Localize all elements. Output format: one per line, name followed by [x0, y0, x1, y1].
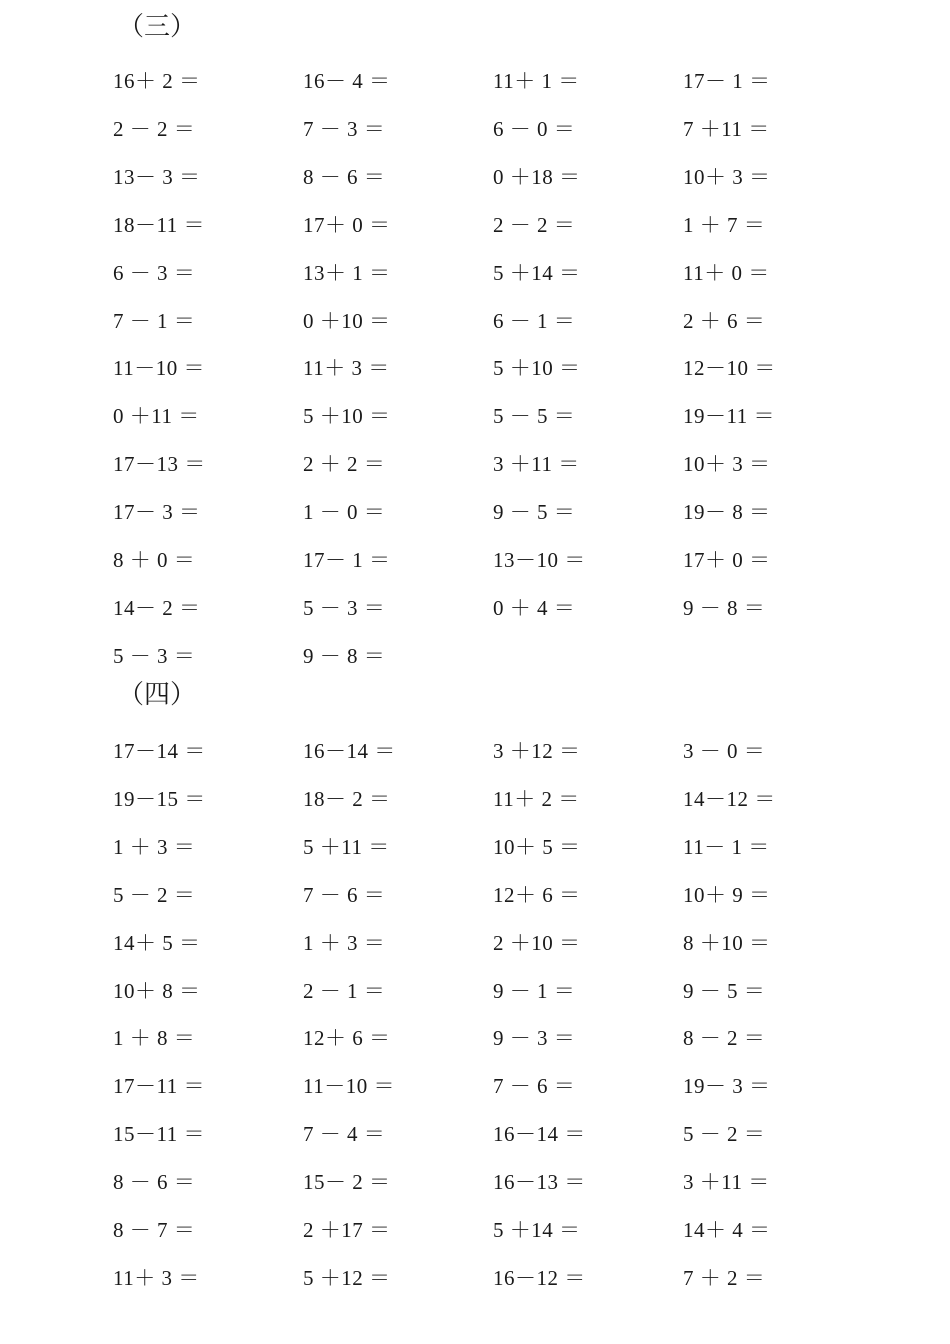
- arithmetic-problem: 5 － 5 ＝: [493, 404, 576, 429]
- arithmetic-problem: 7 － 3 ＝: [303, 116, 386, 141]
- problem-row: [0, 258, 950, 288]
- problem-row: [0, 1119, 950, 1149]
- arithmetic-problem: 9 － 5 ＝: [493, 500, 576, 525]
- problem-row: [0, 736, 950, 766]
- arithmetic-problem: 14＋ 5 ＝: [113, 930, 201, 955]
- arithmetic-problem: 17－ 1 ＝: [303, 548, 391, 572]
- problem-row: [0, 1071, 950, 1101]
- arithmetic-problem: 16－14 ＝: [303, 739, 396, 763]
- arithmetic-problem: 13－10 ＝: [493, 548, 586, 572]
- arithmetic-problem: 9 － 1 ＝: [493, 978, 576, 1003]
- arithmetic-problem: 2 ＋ 2 ＝: [303, 452, 386, 477]
- arithmetic-problem: 11－ 1 ＝: [683, 834, 770, 859]
- arithmetic-problem: 2 － 1 ＝: [303, 978, 386, 1003]
- arithmetic-problem: 11＋ 1 ＝: [493, 69, 580, 93]
- problem-row: [0, 784, 950, 814]
- arithmetic-problem: 8 ＋10 ＝: [683, 930, 771, 955]
- arithmetic-problem: 0 ＋10 ＝: [303, 308, 391, 333]
- problem-row: [0, 976, 950, 1006]
- arithmetic-problem: 5 － 2 ＝: [113, 882, 196, 907]
- problem-row: [0, 1167, 950, 1197]
- problem-row: [0, 66, 950, 96]
- arithmetic-problem: 10＋ 5 ＝: [493, 834, 581, 859]
- arithmetic-problem: 17＋ 0 ＝: [683, 548, 771, 572]
- arithmetic-problem: 16－13 ＝: [493, 1170, 586, 1195]
- problem-row: [0, 401, 950, 431]
- arithmetic-problem: 5 － 2 ＝: [683, 1122, 766, 1147]
- problem-row: [0, 306, 950, 336]
- arithmetic-problem: 3 ＋11 ＝: [683, 1170, 770, 1195]
- arithmetic-problem: 2 ＋17 ＝: [303, 1218, 391, 1242]
- arithmetic-problem: 7 － 1 ＝: [113, 308, 196, 333]
- arithmetic-problem: 2 － 2 ＝: [113, 116, 196, 141]
- arithmetic-problem: 9 － 8 ＝: [683, 595, 766, 620]
- problem-row: [0, 162, 950, 192]
- arithmetic-problem: 9 － 3 ＝: [493, 1026, 576, 1051]
- arithmetic-problem: 8 － 6 ＝: [303, 164, 386, 189]
- arithmetic-problem: 7 ＋ 2 ＝: [683, 1265, 766, 1290]
- arithmetic-problem: 12＋ 6 ＝: [493, 882, 581, 907]
- arithmetic-problem: 8 － 6 ＝: [113, 1170, 196, 1195]
- arithmetic-problem: 19－ 3 ＝: [683, 1074, 771, 1099]
- arithmetic-problem: 19－11 ＝: [683, 404, 775, 429]
- arithmetic-problem: 1 ＋ 7 ＝: [683, 212, 766, 237]
- arithmetic-problem: 5 ＋14 ＝: [493, 260, 581, 285]
- arithmetic-problem: 13－ 3 ＝: [113, 164, 201, 189]
- arithmetic-problem: 10＋ 8 ＝: [113, 978, 201, 1003]
- arithmetic-problem: 17－13 ＝: [113, 452, 206, 477]
- arithmetic-problem: 1 ＋ 8 ＝: [113, 1026, 196, 1051]
- arithmetic-problem: 1 － 0 ＝: [303, 500, 386, 525]
- arithmetic-problem: 6 － 3 ＝: [113, 260, 196, 285]
- problem-row: [0, 832, 950, 862]
- arithmetic-problem: 8 － 2 ＝: [683, 1026, 766, 1051]
- arithmetic-problem: 0 ＋ 4 ＝: [493, 595, 576, 620]
- arithmetic-problem: 5 － 3 ＝: [113, 643, 196, 668]
- problem-row: [0, 497, 950, 527]
- arithmetic-problem: 1 ＋ 3 ＝: [303, 930, 386, 955]
- arithmetic-problem: 16－14 ＝: [493, 1122, 586, 1147]
- arithmetic-problem: 11－10 ＝: [113, 356, 205, 381]
- problem-row: [0, 545, 950, 575]
- arithmetic-problem: 6 － 1 ＝: [493, 308, 576, 333]
- section-heading-4: （四）: [118, 680, 197, 709]
- arithmetic-problem: 9 － 5 ＝: [683, 978, 766, 1003]
- arithmetic-problem: 7 － 6 ＝: [303, 882, 386, 907]
- arithmetic-problem: 15－11 ＝: [113, 1122, 205, 1147]
- arithmetic-problem: 2 ＋10 ＝: [493, 930, 581, 955]
- problem-row: [0, 641, 950, 671]
- arithmetic-problem: 9 － 8 ＝: [303, 643, 386, 668]
- arithmetic-problem: 11＋ 3 ＝: [303, 356, 390, 381]
- arithmetic-problem: 2 ＋ 6 ＝: [683, 308, 766, 333]
- arithmetic-problem: 11－10 ＝: [303, 1074, 395, 1099]
- arithmetic-problem: 17－14 ＝: [113, 739, 206, 763]
- arithmetic-problem: 14＋ 4 ＝: [683, 1218, 771, 1242]
- arithmetic-problem: 6 － 0 ＝: [493, 116, 576, 141]
- arithmetic-problem: 12＋ 6 ＝: [303, 1026, 391, 1051]
- problem-row: [0, 114, 950, 144]
- arithmetic-problem: 8 － 7 ＝: [113, 1218, 196, 1242]
- arithmetic-problem: 11＋ 2 ＝: [493, 786, 580, 811]
- arithmetic-problem: 10＋ 3 ＝: [683, 164, 771, 189]
- arithmetic-problem: 17－ 3 ＝: [113, 500, 201, 525]
- problem-row: [0, 353, 950, 383]
- section-heading-3: （三）: [118, 12, 197, 41]
- arithmetic-problem: 3 ＋12 ＝: [493, 739, 581, 763]
- arithmetic-problem: 7 － 4 ＝: [303, 1122, 386, 1147]
- arithmetic-problem: 15－ 2 ＝: [303, 1170, 391, 1195]
- problem-row: [0, 210, 950, 240]
- arithmetic-problem: 10＋ 9 ＝: [683, 882, 771, 907]
- arithmetic-problem: 17－11 ＝: [113, 1074, 205, 1099]
- arithmetic-problem: 11＋ 0 ＝: [683, 260, 770, 285]
- arithmetic-problem: 14－ 2 ＝: [113, 595, 201, 620]
- arithmetic-problem: 2 － 2 ＝: [493, 212, 576, 237]
- arithmetic-problem: 18－11 ＝: [113, 212, 205, 237]
- arithmetic-problem: 19－ 8 ＝: [683, 500, 771, 525]
- problem-row: [0, 1023, 950, 1053]
- arithmetic-problem: 5 ＋10 ＝: [303, 404, 391, 429]
- arithmetic-problem: 17＋ 0 ＝: [303, 212, 391, 237]
- arithmetic-problem: 7 ＋11 ＝: [683, 116, 770, 141]
- arithmetic-problem: 8 ＋ 0 ＝: [113, 548, 196, 572]
- problem-row: [0, 1263, 950, 1293]
- arithmetic-problem: 12－10 ＝: [683, 356, 776, 381]
- arithmetic-problem: 19－15 ＝: [113, 786, 206, 811]
- arithmetic-problem: 0 ＋11 ＝: [113, 404, 200, 429]
- problem-row: [0, 593, 950, 623]
- arithmetic-problem: 16－ 4 ＝: [303, 69, 391, 93]
- arithmetic-problem: 3 ＋11 ＝: [493, 452, 580, 477]
- arithmetic-problem: 0 ＋18 ＝: [493, 164, 581, 189]
- arithmetic-problem: 14－12 ＝: [683, 786, 776, 811]
- arithmetic-problem: 3 － 0 ＝: [683, 739, 766, 763]
- arithmetic-problem: 5 ＋11 ＝: [303, 834, 390, 859]
- arithmetic-problem: 5 ＋14 ＝: [493, 1218, 581, 1242]
- arithmetic-problem: 16＋ 2 ＝: [113, 69, 201, 93]
- arithmetic-problem: 7 － 6 ＝: [493, 1074, 576, 1099]
- problem-row: [0, 449, 950, 479]
- problem-row: [0, 1215, 950, 1245]
- arithmetic-problem: 11＋ 3 ＝: [113, 1265, 200, 1290]
- arithmetic-problem: 18－ 2 ＝: [303, 786, 391, 811]
- arithmetic-problem: 5 － 3 ＝: [303, 595, 386, 620]
- arithmetic-problem: 5 ＋10 ＝: [493, 356, 581, 381]
- arithmetic-problem: 10＋ 3 ＝: [683, 452, 771, 477]
- arithmetic-problem: 17－ 1 ＝: [683, 69, 771, 93]
- arithmetic-problem: 5 ＋12 ＝: [303, 1265, 391, 1290]
- arithmetic-problem: 13＋ 1 ＝: [303, 260, 391, 285]
- arithmetic-problem: 1 ＋ 3 ＝: [113, 834, 196, 859]
- problem-row: [0, 928, 950, 958]
- problem-row: [0, 880, 950, 910]
- arithmetic-problem: 16－12 ＝: [493, 1265, 586, 1290]
